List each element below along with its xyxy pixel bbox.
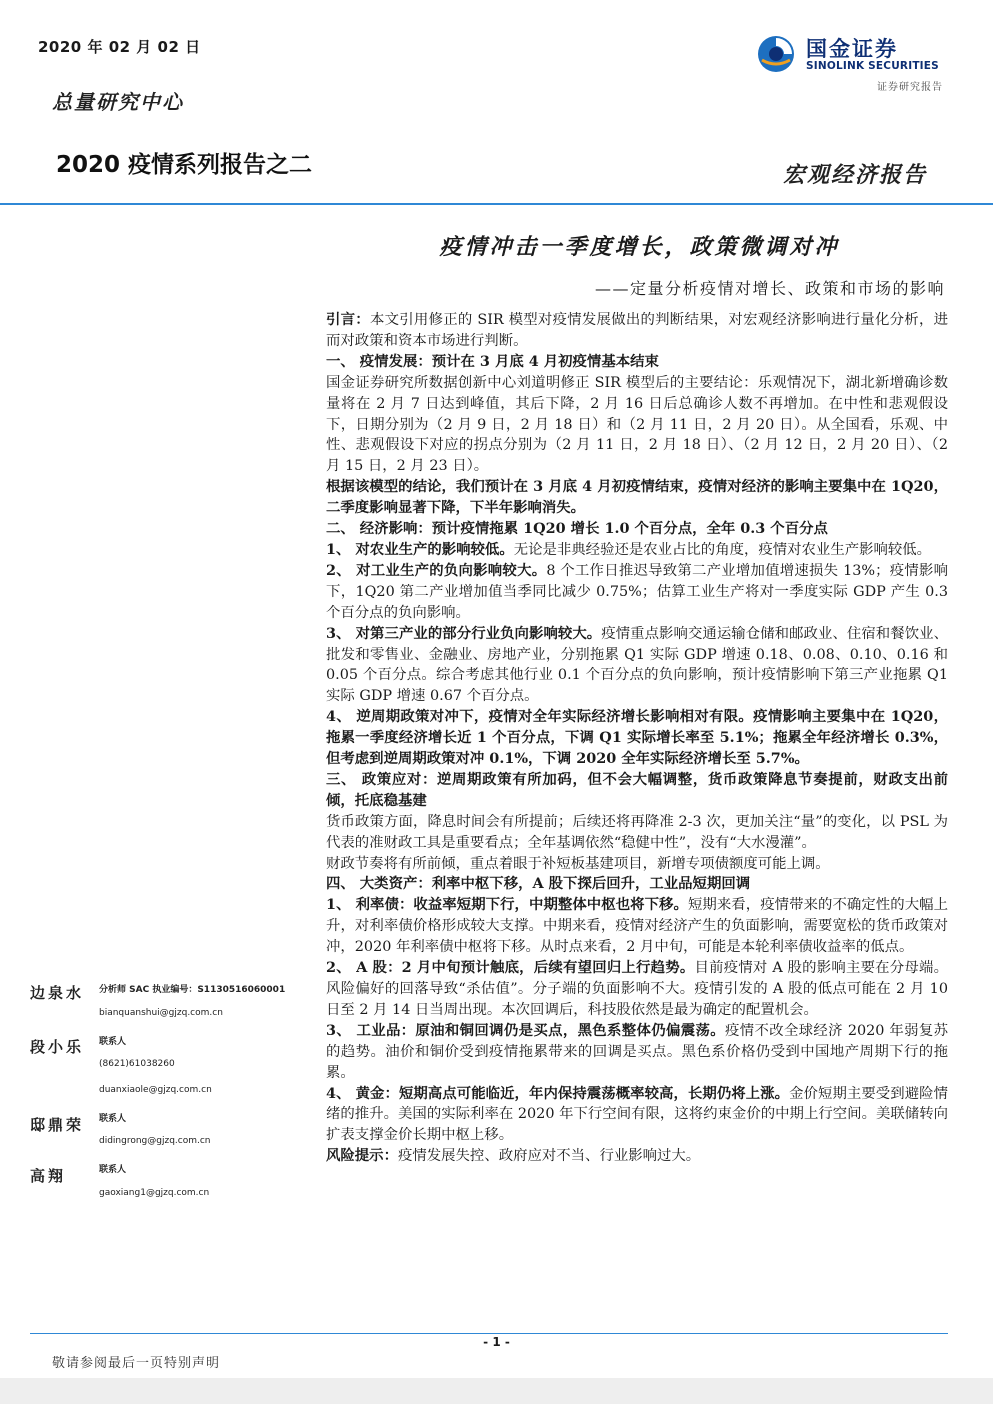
analyst-role: 联系人 (99, 1114, 127, 1124)
paragraph-tertiary (326, 624, 948, 708)
footer-divider (30, 1333, 948, 1334)
section-heading-epidemic: 一、 疫情发展：预计在 3 月底 4 月初疫情基本结束 (326, 352, 659, 370)
report-title: 疫情冲击一季度增长，政策微调对冲 (439, 234, 840, 260)
bottom-margin-band (0, 1378, 993, 1404)
paragraph-gold-lead: 4、 黄金：短期高点可能临近，年内保持震荡概率较高，长期仍将上涨。 (326, 1084, 790, 1102)
intro-label: 引言： (326, 311, 370, 328)
paragraph-sir-model: 国金证券研究所数据创新中心刘道明修正 SIR 模型后的主要结论：乐观情况下，湖北新增确诊数量将在 2 月 7 日达到峰值，其后下降，2 月 16 日后总确诊人数不再增加。在中性和悲观假设下，日期分别为（2 月 9 日，2 月 18 日）和（2 月 11 日，2 月 20 日）。从全国看，乐观、中性、悲观假设下对应的拐点分别为（2 月 11 日，2 月 18 日）、（2 月 12 日，2 月 20 日）、（2 月 15 日，2 月 23 日）。 (326, 374, 948, 475)
page-number: - 1 - (483, 1335, 510, 1349)
paragraph-agriculture-text: 无论是非典经验还是农业占比的角度，疫情对农业生产影响较低。 (513, 541, 932, 558)
analyst-email[interactable]: didingrong@gjzq.com.cn (99, 1136, 211, 1146)
series-title: 2020 疫情系列报告之二 (56, 152, 313, 178)
report-date: 2020 年 02 月 02 日 (38, 38, 201, 56)
intro-paragraph (326, 310, 948, 352)
section-heading-assets: 四、 大类资产：利率中枢下移，A 股下探后回升，工业品短期回调 (326, 875, 751, 893)
risk-warning-label: 风险提示： (326, 1147, 398, 1165)
analyst-name: 高翔 (30, 1167, 67, 1185)
analyst-name: 段小乐 (30, 1038, 85, 1056)
paragraph-gold (326, 1084, 948, 1147)
paragraph-gold-text: 金价短期主要受到避险情绪的推升。美国的实际利率在 2020 年下行空间有限，这将约束金价的中期上行空间。美联储转向扩表支撑金价长期中枢上移。 (326, 1085, 948, 1144)
intro-text: 本文引用修正的 SIR 模型对疫情发展做出的判断结果，对宏观经济影响进行量化分析，进而对政策和资本市场进行判断。 (326, 312, 948, 349)
analyst-cert: 分析师 SAC 执业编号：S1130516060001 (99, 985, 286, 995)
paragraph-full-year: 4、 逆周期政策对冲下，疫情对全年实际经济增长影响相对有限。疫情影响主要集中在 1Q20，拖累一季度经济增长近 1 个百分点，下调 Q1 实际增长率至 5.1%；拖累全年经济增长 0.3%，但考虑到逆周期政策对冲 0.1%，下调 2020 全年实际经济增长至 5.7%。 (326, 708, 948, 768)
analyst-role: 联系人 (99, 1165, 127, 1175)
paragraph-commodities (326, 1021, 948, 1084)
paragraph-bonds-text: 短期来看，疫情带来的不确定性的大幅上升，对利率债价格形成较大支撑。中期来看，疫情对经济产生的负面影响，需要宽松的货币政策对冲，2020 年利率债中枢将下移。从时点来看，2 月中旬，可能是本轮利率债收益率的低点。 (326, 897, 948, 956)
research-center-name: 总量研究中心 (52, 90, 184, 114)
company-logo-icon (756, 34, 796, 74)
footer-disclaimer: 敬请参阅最后一页特别声明 (52, 1356, 221, 1371)
analyst-email[interactable]: gaoxiang1@gjzq.com.cn (99, 1188, 210, 1198)
logo-text-en: SINOLINK SECURITIES (806, 60, 939, 72)
analyst-name: 邸鼎荣 (30, 1116, 85, 1134)
analyst-email[interactable]: bianquanshui@gjzq.com.cn (99, 1008, 223, 1018)
analyst-name: 边泉水 (30, 984, 85, 1002)
paragraph-a-shares-lead: 2、 A 股：2 月中旬预计触底，后续有望回归上行趋势。 (326, 959, 695, 977)
paragraph-agriculture (326, 540, 948, 561)
paragraph-monetary: 货币政策方面，降息时间会有所提前；后续还将再降准 2-3 次，更加关注“量”的变化，以 PSL 为代表的准财政工具是重要看点；全年基调依然“稳健中性”，没有“大水漫灌”。 (326, 813, 948, 851)
risk-warning (326, 1146, 948, 1167)
analyst-role: 联系人 (99, 1037, 127, 1047)
section-heading-economy: 二、 经济影响：预计疫情拖累 1Q20 增长 1.0 个百分点，全年 0.3 个百分点 (326, 520, 828, 538)
paragraph-commodities-text: 疫情不改全球经济 2020 年弱复苏的趋势。油价和铜价受到疫情拖累带来的回调是买点。黑色系价格仍受到中国地产周期下行的拖累。 (326, 1022, 948, 1081)
paragraph-bonds (326, 895, 948, 958)
analyst-phone: (8621)61038260 (99, 1059, 175, 1069)
paragraph-commodities-lead: 3、 工业品：原油和铜回调仍是买点，黑色系整体仍偏震荡。 (326, 1021, 725, 1039)
paragraph-bonds-lead: 1、 利率债：收益率短期下行，中期整体中枢也将下移。 (326, 896, 688, 914)
paragraph-fiscal: 财政节奏将有所前倾，重点着眼于补短板基建项目，新增专项债额度可能上调。 (326, 855, 830, 872)
paragraph-tertiary-text: 疫情重点影响交通运输仓储和邮政业、住宿和餐饮业、批发和零售业、金融业、房地产业，分别拖累 Q1 实际 GDP 增速 0.18、0.08、0.10、0.16 和 0.05 个百分点。综合考虑其他行业 0.1 个百分点的负向影响，预计疫情影响下第三产业拖累 Q1 实际 GDP 增速 0.67 个百分点。 (326, 625, 948, 705)
paragraph-a-shares (326, 958, 948, 1021)
paragraph-conclusion: 根据该模型的结论，我们预计在 3 月底 4 月初疫情结束，疫情对经济的影响主要集中在 1Q20，二季度影响显著下降，下半年影响消失。 (326, 478, 948, 517)
report-type: 宏观经济报告 (782, 162, 927, 188)
paragraph-industry-text: 8 个工作日推迟导致第二产业增加值增速损失 13%；疫情影响下，1Q20 第二产业增加值当季同比减少 0.75%；估算工业生产将对一季度实际 GDP 产生 0.3 个百分点的负向影响。 (326, 562, 948, 621)
section-heading-policy: 三、 政策应对：逆周期政策有所加码，但不会大幅调整，货币政策降息节奏提前，财政支出前倾，托底稳基建 (326, 770, 948, 809)
logo-text-cn: 国金证券 (806, 37, 898, 61)
report-summary (326, 310, 948, 1167)
paragraph-agriculture-lead: 1、 对农业生产的影响较低。 (326, 540, 514, 558)
report-subtitle: ——定量分析疫情对增长、政策和市场的影响 (594, 279, 945, 298)
paragraph-industry (326, 561, 948, 624)
analyst-email[interactable]: duanxiaole@gjzq.com.cn (99, 1085, 212, 1095)
risk-warning-text: 疫情发展失控、政府应对不当、行业影响过大。 (397, 1148, 701, 1165)
paragraph-tertiary-lead: 3、 对第三产业的部分行业负向影响较大。 (326, 624, 602, 642)
paragraph-a-shares-text: 目前疫情对 A 股的影响主要在分母端。风险偏好的回落导致“杀估值”。分子端的负面影响不大。疫情引发的 A 股的低点可能在 2 月 10 日至 2 月 14 日当周出现。本次回调后，科技股依然是最为确定的配置机会。 (326, 960, 948, 1018)
company-logo (756, 32, 946, 76)
header-divider (0, 203, 993, 205)
paragraph-industry-lead: 2、 对工业生产的负向影响较大。 (326, 561, 547, 579)
logo-subtitle: 证券研究报告 (877, 82, 943, 93)
